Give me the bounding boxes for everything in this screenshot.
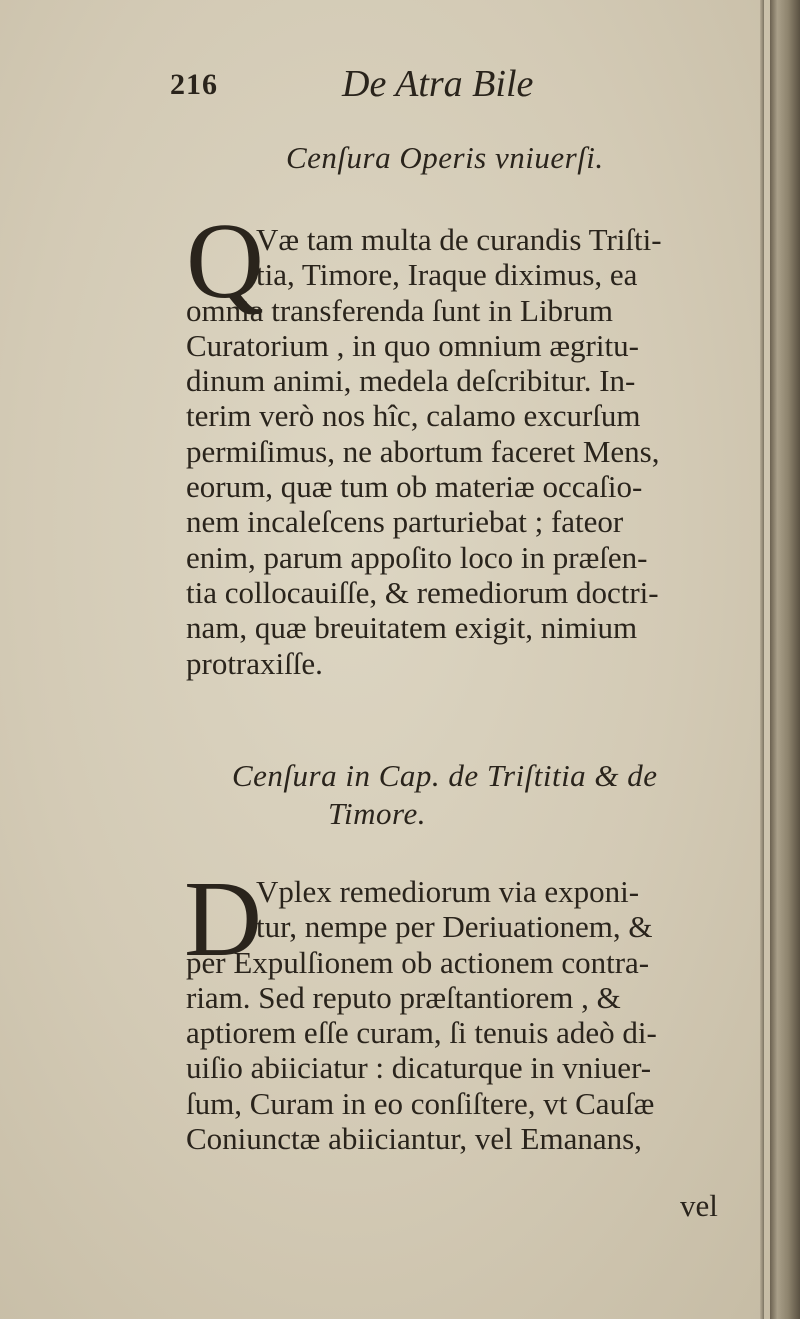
book-gutter <box>770 0 800 1319</box>
running-title: De Atra Bile <box>342 63 534 105</box>
text-line: aptiorem eſſe curam, ſi tenuis adeò di- <box>186 1015 657 1051</box>
text-line: permiſimus, ne abortum faceret Mens, <box>186 433 660 469</box>
text-line: tia, Timore, Iraque diximus, ea <box>256 257 638 293</box>
catchword: vel <box>680 1188 718 1223</box>
text-line: eorum, quæ tum ob materiæ occaſio- <box>186 469 643 505</box>
page-header <box>170 58 630 108</box>
text-line: nem incaleſcens parturiebat ; fateor <box>186 504 624 540</box>
text-line: uiſio abiiciatur : dicaturque in vniuer- <box>186 1050 652 1086</box>
text-line: per Expulſionem ob actionem contra- <box>186 944 650 980</box>
text-line: ſum, Curam in eo conſiſtere, vt Cauſæ <box>186 1085 655 1121</box>
section-heading-censura-cap-line1: Cenſura in Cap. de Triſtitia & de <box>232 758 658 793</box>
text-line: dinum animi, medela deſcribitur. In- <box>186 363 636 399</box>
text-line: omnia transferenda ſunt in Librum <box>186 292 613 328</box>
drop-cap-q: Q <box>186 202 264 321</box>
text-line: Coniunctæ abiiciantur, vel Emanans, <box>186 1121 642 1157</box>
text-line: enim, parum appoſito loco in præſen- <box>186 539 648 575</box>
text-line: terim verò nos hîc, calamo excurſum <box>186 398 641 434</box>
text-line: Væ tam multa de curandis Triſti- <box>256 222 662 257</box>
text-line: Curatorium , in quo omnium ægritu- <box>186 327 639 363</box>
drop-cap-d: D <box>184 860 262 979</box>
text-line: Vplex remediorum via exponi- <box>256 874 640 909</box>
page-number: 216 <box>170 68 218 101</box>
text-line: tia collocauiſſe, & remediorum doctri- <box>186 574 659 610</box>
text-line: protraxiſſe. <box>186 645 323 681</box>
section-heading-censura-operis: Cenſura Operis vniuerſi. <box>286 140 604 175</box>
text-line: riam. Sed reputo præſtantiorem , & <box>186 979 621 1015</box>
text-line: nam, quæ breuitatem exigit, nimium <box>186 610 638 646</box>
page-edge <box>760 0 764 1319</box>
text-line: tur, nempe per Deriuationem, & <box>256 909 653 945</box>
paragraph-censura-operis <box>186 222 746 681</box>
section-heading-censura-cap-line2: Timore. <box>328 796 426 831</box>
paragraph-censura-cap <box>186 874 746 1156</box>
